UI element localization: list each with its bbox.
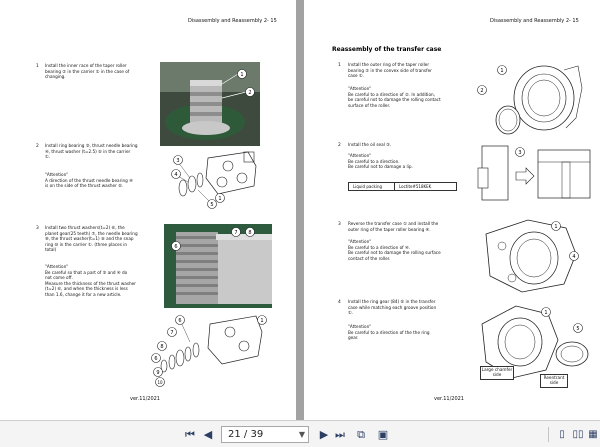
table-cell: Liquid packing — [349, 183, 395, 191]
callout-label: 1 — [240, 72, 244, 78]
first-page-icon[interactable]: ⏮ — [185, 427, 195, 441]
svg-text:3: 3 — [518, 150, 522, 156]
step-number: 2 — [36, 144, 39, 149]
svg-text:1: 1 — [544, 310, 548, 316]
caption-reentrant: Reentrant side — [540, 374, 568, 388]
svg-text:4: 4 — [572, 254, 576, 260]
step-number: 4 — [338, 300, 341, 305]
version-label: ver.11/2021 — [130, 396, 160, 402]
page-number-field[interactable] — [221, 426, 309, 443]
version-label: ver.11/2021 — [434, 396, 464, 402]
section-title: Reassembly of the transfer case — [332, 46, 442, 53]
callout-label: 2 — [248, 90, 252, 96]
svg-text:1: 1 — [500, 68, 504, 74]
svg-text:4: 4 — [174, 172, 178, 178]
table-cell: Loctite#518KEK — [395, 183, 457, 191]
chevron-down-icon[interactable]: ▼ — [298, 430, 306, 439]
drawing-callouts — [168, 148, 258, 212]
grid-view-icon[interactable]: ▦ — [588, 429, 598, 440]
last-page-icon[interactable]: ⏭ — [335, 427, 345, 441]
drawing-callouts — [472, 142, 594, 204]
page-layout-icon[interactable]: ▣ — [377, 428, 389, 441]
step-number: 1 — [338, 63, 341, 68]
step-text: Reverse the transfer case ① and install the outer ring of the taper roller bearing ④. — [348, 221, 439, 232]
svg-text:7: 7 — [234, 230, 238, 236]
copy-page-icon[interactable]: ⧉ — [357, 427, 365, 441]
svg-text:7: 7 — [170, 330, 174, 336]
svg-text:8: 8 — [248, 230, 252, 236]
page-right — [304, 0, 600, 420]
svg-text:2: 2 — [480, 88, 484, 94]
step-number: 3 — [338, 222, 341, 227]
drawing-callouts — [474, 58, 584, 138]
page-number-value: 21 / 39 — [228, 429, 264, 440]
photo-callouts — [160, 62, 260, 146]
step-text: Install ring bearing ③, thrust needle bearing ④, thrust washer (t=2.5) ⑤ in the carrier ①. — [45, 143, 138, 160]
attention-note: "Attention" A direction of the thrust needle bearing ④ is on the side of the thrust washer ⑤. — [45, 172, 133, 189]
svg-text:1: 1 — [260, 318, 264, 324]
svg-text:6: 6 — [174, 244, 178, 250]
svg-text:6: 6 — [154, 356, 158, 362]
page-left — [0, 0, 296, 420]
next-page-icon[interactable]: ▶ — [319, 428, 329, 441]
step-number: 1 — [36, 64, 39, 69]
drawing-callouts — [472, 214, 586, 296]
step-number: 2 — [338, 143, 341, 148]
svg-text:3: 3 — [176, 158, 180, 164]
sealant-table — [348, 182, 457, 191]
step-text: Install the oil seal ③. — [348, 142, 392, 147]
previous-page-icon[interactable]: ◀ — [203, 428, 213, 441]
svg-text:10: 10 — [157, 380, 163, 385]
step-number: 3 — [36, 226, 39, 231]
svg-text:1: 1 — [218, 196, 222, 202]
page-header: Disassembly and Reassembly 2- 15 — [490, 18, 579, 24]
attention-note: "Attention" Be careful so that a part of ③ and ④ do not come off. Measure the thickness of the thrust washer (t=2) ⑥, and when the thickness is less than 1.6, change it for a new article. — [45, 264, 136, 297]
step-text: Install the outer ring of the taper roller bearing ② in the convex side of transfer case ①. — [348, 62, 432, 79]
two-page-view-icon[interactable]: ▯▯ — [572, 429, 584, 440]
svg-text:6: 6 — [178, 318, 182, 324]
divider — [548, 427, 549, 442]
drawing-callouts — [150, 310, 270, 388]
attention-note: "Attention" Be careful to a direction of the the ring gear. — [348, 324, 430, 341]
caption-large-chamfer: Large chamfer side — [480, 366, 514, 380]
viewer-toolbar — [0, 420, 600, 447]
step-text: Install two thrust washers(t=2) ⑥, the planet gear(25 teeth) ⑦, the needle bearing ⑧, the thrust washer(t=1) ⑨ and the snap ring ⑩ in the carrier ①. (three places in total) — [45, 225, 138, 253]
drawing-callouts — [472, 300, 594, 396]
photo-callouts — [164, 224, 272, 308]
svg-text:1: 1 — [554, 224, 558, 230]
attention-note: "Attention" Be careful to a direction of ④. Be careful not to damage the rolling surface contact of the roller. — [348, 239, 441, 261]
svg-text:8: 8 — [160, 344, 164, 350]
svg-text:5: 5 — [210, 202, 214, 208]
page-header: Disassembly and Reassembly 2- 15 — [188, 18, 277, 24]
attention-note: "Attention" Be careful to a direction of ②. In addition, be careful not to damage the rolling contact surface of the roller. — [348, 86, 441, 108]
svg-text:9: 9 — [156, 370, 160, 376]
single-page-view-icon[interactable]: ▯ — [559, 429, 565, 440]
step-text: Install the ring gear (84) ⑤ in the transfer case while matching each groove position ①. — [348, 299, 437, 316]
attention-note: "Attention" Be careful to a direction. Be careful not to damage a lip. — [348, 153, 413, 170]
step-text: Install the inner race of the taper roller bearing ② in the carrier ① in the case of changing. — [45, 63, 130, 80]
svg-text:5: 5 — [576, 326, 580, 332]
